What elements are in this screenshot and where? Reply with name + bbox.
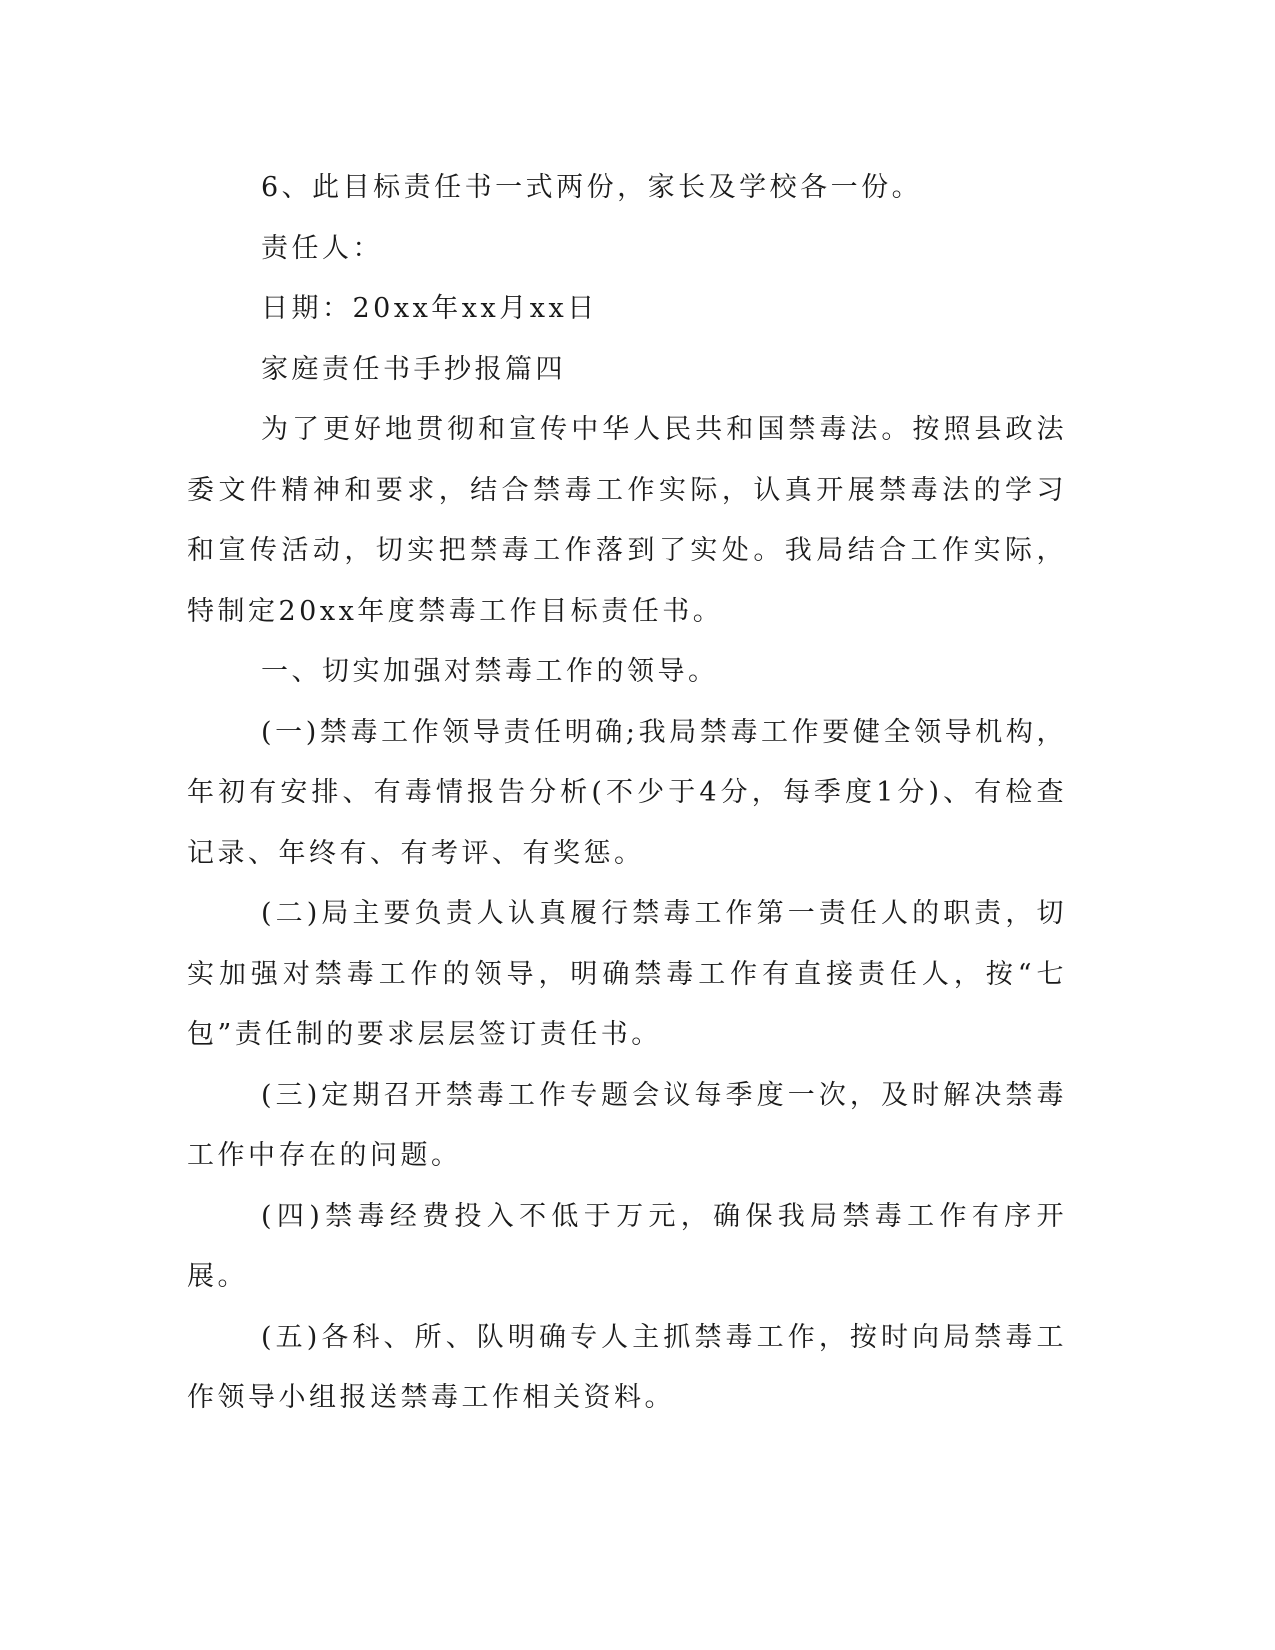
paragraph-sub-item-3: (三)定期召开禁毒工作专题会议每季度一次，及时解决禁毒工作中存在的问题。 <box>187 1079 1067 1171</box>
paragraph-date: 日期：20xx年xx月xx日 <box>261 293 598 324</box>
paragraph-sub-item-5: (五)各科、所、队明确专人主抓禁毒工作，按时向局禁毒工作领导小组报送禁毒工作相关资料。 <box>187 1321 1067 1413</box>
paragraph-intro: 为了更好地贯彻和宣传中华人民共和国禁毒法。按照县政法委文件精神和要求，结合禁毒工作实际，认真开展禁毒法的学习和宣传活动，切实把禁毒工作落到了实处。我局结合工作实际，特制定20xx年度禁毒工作目标责任书。 <box>187 414 1067 627</box>
section-heading: 家庭责任书手抄报篇四 <box>261 353 566 385</box>
paragraph-responsible-person: 责任人： <box>261 232 383 264</box>
paragraph-sub-item-2: (二)局主要负责人认真履行禁毒工作第一责任人的职责，切实加强对禁毒工作的领导，明确禁毒工作有直接责任人，按“七包”责任制的要求层层签订责任书。 <box>187 898 1067 1050</box>
document-body <box>187 158 1067 1429</box>
paragraph-sub-item-1: (一)禁毒工作领导责任明确;我局禁毒工作要健全领导机构，年初有安排、有毒情报告分析(不少于4分，每季度1分)、有检查记录、年终有、有考评、有奖惩。 <box>187 716 1067 869</box>
paragraph-item-one: 一、切实加强对禁毒工作的领导。 <box>261 656 719 687</box>
paragraph-copies-note: 6、此目标责任书一式两份，家长及学校各一份。 <box>261 172 923 203</box>
paragraph-sub-item-4: (四)禁毒经费投入不低于万元，确保我局禁毒工作有序开展。 <box>187 1200 1067 1292</box>
